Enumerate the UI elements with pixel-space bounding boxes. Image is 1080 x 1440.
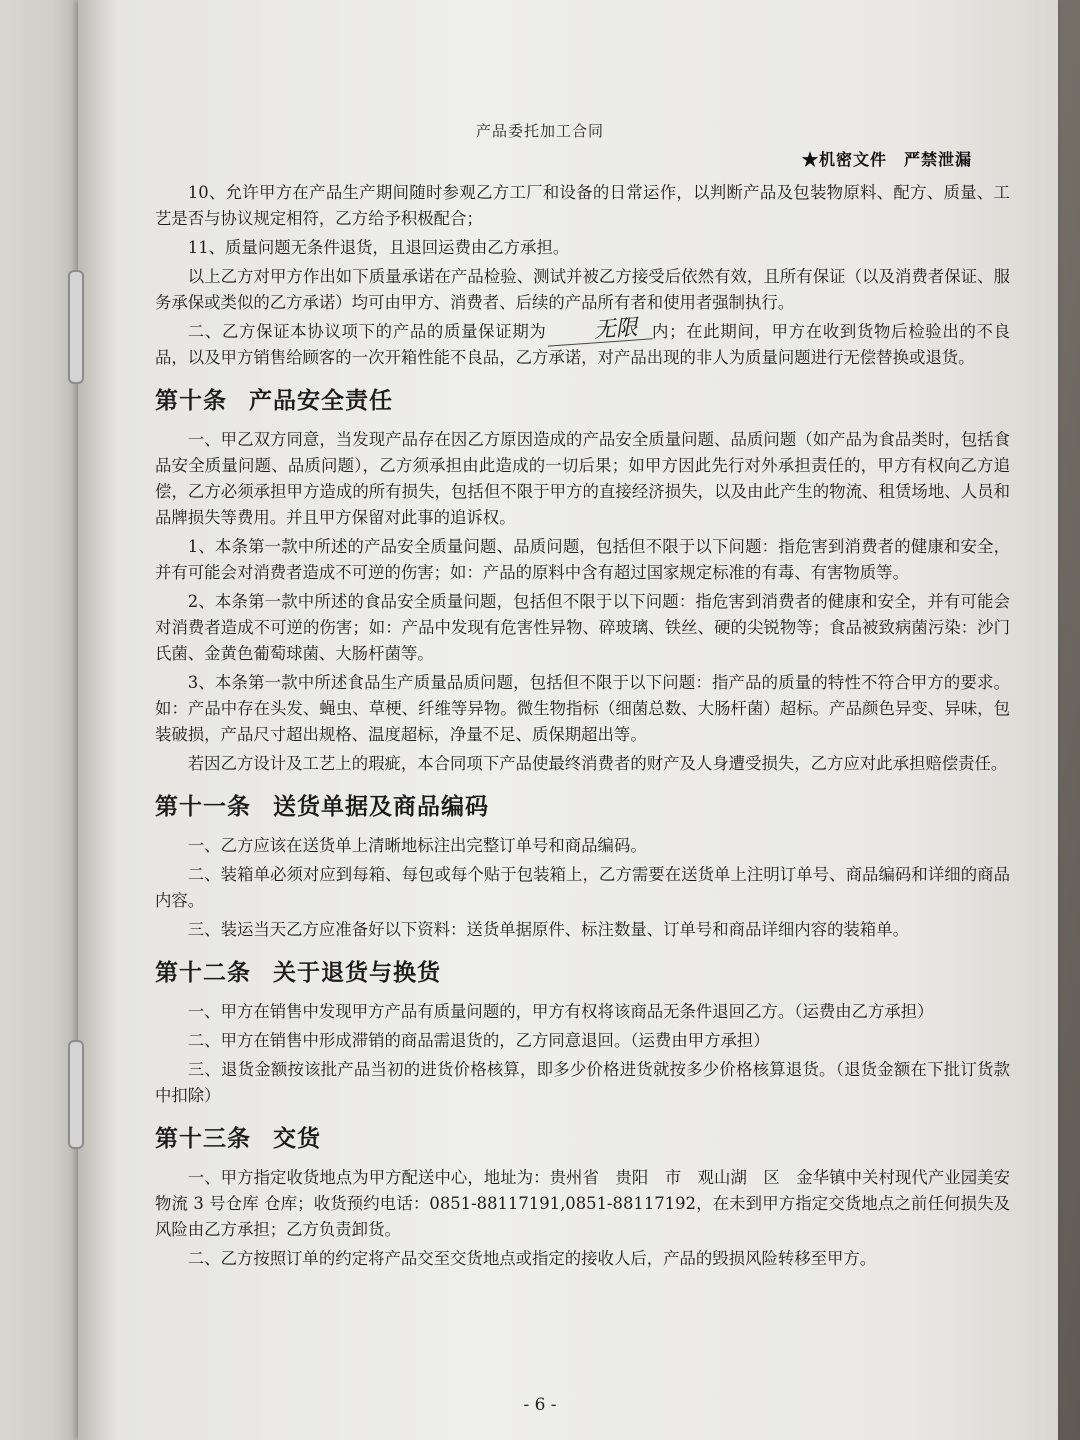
article-13-number: 第十三条 [155, 1126, 251, 1152]
document-body [155, 180, 1010, 1275]
article-12-heading [155, 957, 1010, 989]
article-13-title: 交货 [273, 1126, 321, 1152]
article-13-paragraph-1: 一、甲方指定收货地点为甲方配送中心，地址为：贵州省 贵阳 市 观山湖 区 金华镇中关村现代产业园美安物流 3 号仓库 仓库；收货预约电话：0851-88117191,0851-88117192，在未到甲方指定交货地点之前任何损失及风险由乙方承担；乙方负责卸货。 [155, 1168, 1010, 1239]
previous-page-edge [0, 0, 80, 1440]
staple-top [68, 270, 84, 384]
document-title: 产品委托加工合同 [475, 122, 604, 140]
article-11-number: 第十一条 [155, 794, 251, 820]
article-10-title: 产品安全责任 [249, 388, 393, 414]
article-10-number: 第十条 [155, 388, 227, 414]
article-10-paragraph-5: 若因乙方设计及工艺上的瑕疵，本合同项下产品使最终消费者的财产及人身遭受损失，乙方应对此承担赔偿责任。 [187, 754, 1008, 773]
paragraph-quality-commitment: 以上乙方对甲方作出如下质量承诺在产品检验、测试并被乙方接受后依然有效，且所有保证（以及消费者保证、服务承保或类似的乙方承诺）均可由甲方、消费者、后续的产品所有者和使用者强制执行。 [155, 267, 1010, 312]
article-12-title: 关于退货与换货 [273, 960, 441, 986]
staple-bottom [68, 1040, 84, 1149]
article-11-paragraph-2: 二、装箱单必须对应到每箱、每包或每个贴于包装箱上，乙方需要在送货单上注明订单号、商品编码和详细的商品内容。 [155, 865, 1010, 910]
article-13-paragraph-2: 二、乙方按照订单的约定将产品交至交货地点或指定的接收人后，产品的毁损风险转移至甲方。 [187, 1249, 877, 1268]
article-10-heading [155, 385, 1010, 417]
article-10-paragraph-3: 2、本条第一款中所述的食品安全质量问题，包括但不限于以下问题：指危害到消费者的健康和安全，并有可能会对消费者造成不可逆的伤害；如：产品中发现有危害性异物、碎玻璃、铁丝、硬的尖锐物等；食品被致病菌污染：沙门氏菌、金黄色葡萄球菌、大肠杆菌等。 [155, 592, 1010, 663]
article-12-paragraph-2: 二、甲方在销售中形成滞销的商品需退货的，乙方同意退回。（运费由甲方承担） [187, 1031, 770, 1050]
article-10-paragraph-2: 1、本条第一款中所述的产品安全质量问题、品质问题，包括但不限于以下问题：指危害到消费者的健康和安全，并有可能会对消费者造成不可逆的伤害；如：产品的原料中含有超过国家规定标准的有毒、有害物质等。 [155, 537, 1010, 582]
article-12-number: 第十二条 [155, 960, 251, 986]
article-12-paragraph-1: 一、甲方在销售中发现甲方产品有质量问题的，甲方有权将该商品无条件退回乙方。（运费由乙方承担） [187, 1002, 934, 1021]
confidential-notice: ★机密文件 严禁泄漏 [801, 150, 972, 169]
article-11-paragraph-3: 三、装运当天乙方应准备好以下资料：送货单据原件、标注数量、订单号和商品详细内容的装箱单。 [187, 920, 909, 939]
article-11-title: 送货单据及商品编码 [273, 794, 489, 820]
warranty-text-before: 二、乙方保证本协议项下的产品的质量保证期为 [187, 322, 547, 341]
article-10-paragraph-4: 3、本条第一款中所述食品生产质量品质问题，包括但不限于以下问题：指产品的质量的特性不符合甲方的要求。如：产品中存在头发、蝇虫、草梗、纤维等异物。微生物指标（细菌总数、大肠杆菌）超标。产品颜色异变、异味，包装破损，产品尺寸超出规格、温度超标，净量不足、质保期超出等。 [155, 673, 1010, 744]
page-number: - 6 - [523, 1395, 557, 1415]
paragraph-clause-11: 11、质量问题无条件退货，且退回运费由乙方承担。 [187, 238, 570, 257]
handwritten-warranty-value: 无限 [546, 316, 652, 346]
article-13-heading [155, 1123, 1010, 1155]
article-10-paragraph-1: 一、甲乙双方同意，当发现产品存在因乙方原因造成的产品安全质量问题、品质问题（如产品为食品类时，包括食品安全质量问题、品质问题），乙方须承担由此造成的一切后果；如甲方因此先行对外承担责任的，甲方有权向乙方追偿，乙方必须承担甲方造成的所有损失，包括但不限于甲方的直接经济损失，以及由此产生的物流、租赁场地、人员和品牌损失等费用。并且甲方保留对此事的追诉权。 [155, 430, 1010, 527]
article-12-paragraph-3: 三、退货金额按该批产品当初的进货价格核算，即多少价格进货就按多少价格核算退货。（退货金额在下批订货款中扣除） [155, 1060, 1010, 1105]
article-11-paragraph-1: 一、乙方应该在送货单上清晰地标注出完整订单号和商品编码。 [187, 836, 647, 855]
warranty-text-after: 内；在此期间，甲方在收到货物后检验出的不良品，以及甲方销售给顾客的一次开箱性能不良品，乙方承诺，对产品出现的非人为质量问题进行无偿替换或退货。 [155, 322, 1011, 367]
paragraph-warranty-period [155, 315, 1011, 371]
paragraph-clause-10: 10、允许甲方在产品生产期间随时参观乙方工厂和设备的日常运作，以判断产品及包装物原料、配方、质量、工艺是否与协议规定相符，乙方给予积极配合； [155, 183, 1010, 228]
article-11-heading [155, 791, 1010, 823]
